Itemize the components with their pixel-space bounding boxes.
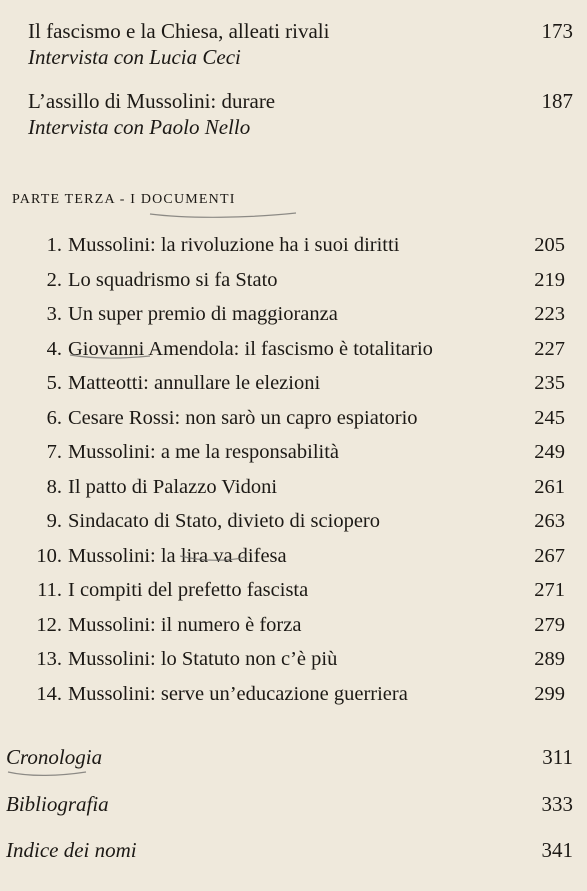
document-entry bbox=[32, 679, 565, 714]
page-number: 289 bbox=[534, 648, 565, 670]
section-heading: PARTE TERZA - I DOCUMENTI bbox=[12, 192, 236, 207]
page-number: 333 bbox=[541, 792, 573, 816]
page-number: 223 bbox=[534, 303, 565, 325]
page-number: 219 bbox=[534, 268, 565, 291]
document-title: Cesare Rossi: non sarò un capro espiatorio bbox=[68, 406, 418, 429]
document-entry bbox=[32, 575, 565, 610]
appendix-entry bbox=[6, 835, 573, 865]
document-number: 12. bbox=[36, 613, 62, 636]
page-number: 227 bbox=[534, 337, 565, 360]
interview-entry bbox=[28, 88, 573, 140]
document-title: Mussolini: a me la responsabilità bbox=[68, 441, 340, 463]
document-title: Sindacato di Stato, divieto di sciopero bbox=[68, 510, 381, 532]
document-number: 9. bbox=[46, 510, 62, 532]
pencil-underline bbox=[8, 772, 86, 775]
page-number: 271 bbox=[534, 579, 565, 601]
document-title: Giovanni Amendola: il fascismo è totalitario bbox=[68, 337, 433, 360]
document-entry bbox=[32, 644, 565, 679]
page-number: 311 bbox=[542, 745, 573, 769]
interview-title: Il fascismo e la Chiesa, alleati rivali bbox=[28, 19, 330, 43]
document-entry bbox=[32, 265, 565, 300]
page-number: 341 bbox=[541, 838, 573, 862]
document-entry bbox=[32, 334, 565, 369]
page-number: 187 bbox=[541, 89, 573, 113]
document-title: Un super premio di maggioranza bbox=[68, 303, 338, 325]
document-number: 6. bbox=[46, 406, 62, 429]
document-entry bbox=[32, 403, 565, 438]
pencil-underline bbox=[150, 213, 296, 217]
interview-title: L’assillo di Mussolini: durare bbox=[28, 89, 276, 113]
document-title: Mussolini: la rivoluzione ha i suoi diritti bbox=[68, 234, 400, 256]
page-number: 249 bbox=[534, 441, 565, 463]
interview-entry bbox=[28, 18, 573, 70]
page-number: 235 bbox=[534, 372, 565, 394]
page-number: 279 bbox=[534, 613, 565, 636]
document-entry bbox=[32, 610, 565, 645]
page-number: 261 bbox=[534, 475, 565, 498]
appendix-title: Indice dei nomi bbox=[6, 838, 137, 862]
document-number: 1. bbox=[46, 234, 62, 256]
page-number: 205 bbox=[534, 234, 565, 256]
page-number: 263 bbox=[534, 510, 565, 532]
interview-subtitle: Intervista con Lucia Ceci bbox=[28, 45, 241, 69]
document-title: Lo squadrismo si fa Stato bbox=[68, 268, 278, 291]
appendix-entry bbox=[6, 789, 573, 819]
document-title: I compiti del prefetto fascista bbox=[68, 579, 309, 601]
appendix-title: Bibliografia bbox=[6, 792, 109, 816]
interview-subtitle: Intervista con Paolo Nello bbox=[28, 115, 251, 139]
document-title: Mussolini: il numero è forza bbox=[68, 613, 302, 636]
document-number: 8. bbox=[46, 475, 62, 498]
document-title: Mussolini: la lira va difesa bbox=[68, 544, 287, 567]
document-title: Matteotti: annullare le elezioni bbox=[68, 372, 321, 394]
appendix-entry bbox=[6, 742, 573, 772]
document-number: 10. bbox=[36, 544, 62, 567]
document-number: 14. bbox=[36, 682, 62, 705]
document-title: Mussolini: serve un’educazione guerriera bbox=[68, 682, 408, 705]
document-number: 3. bbox=[46, 303, 62, 325]
document-number: 4. bbox=[46, 337, 62, 360]
page-number: 299 bbox=[534, 682, 565, 705]
document-number: 5. bbox=[46, 372, 62, 394]
document-number: 2. bbox=[46, 268, 62, 291]
document-number: 13. bbox=[36, 648, 62, 670]
document-list bbox=[32, 230, 565, 713]
appendix-title: Cronologia bbox=[6, 745, 103, 769]
document-entry bbox=[32, 299, 565, 334]
document-number: 7. bbox=[46, 441, 62, 463]
document-entry bbox=[32, 472, 565, 507]
document-title: Il patto di Palazzo Vidoni bbox=[68, 475, 278, 498]
document-entry bbox=[32, 368, 565, 403]
document-entry bbox=[32, 541, 565, 576]
document-entry bbox=[32, 437, 565, 472]
page-number: 173 bbox=[541, 19, 573, 43]
page-number: 245 bbox=[534, 406, 565, 429]
document-title: Mussolini: lo Statuto non c’è più bbox=[68, 648, 338, 670]
document-entry bbox=[32, 506, 565, 541]
page-number: 267 bbox=[534, 544, 565, 567]
document-entry bbox=[32, 230, 565, 265]
document-number: 11. bbox=[37, 579, 62, 601]
